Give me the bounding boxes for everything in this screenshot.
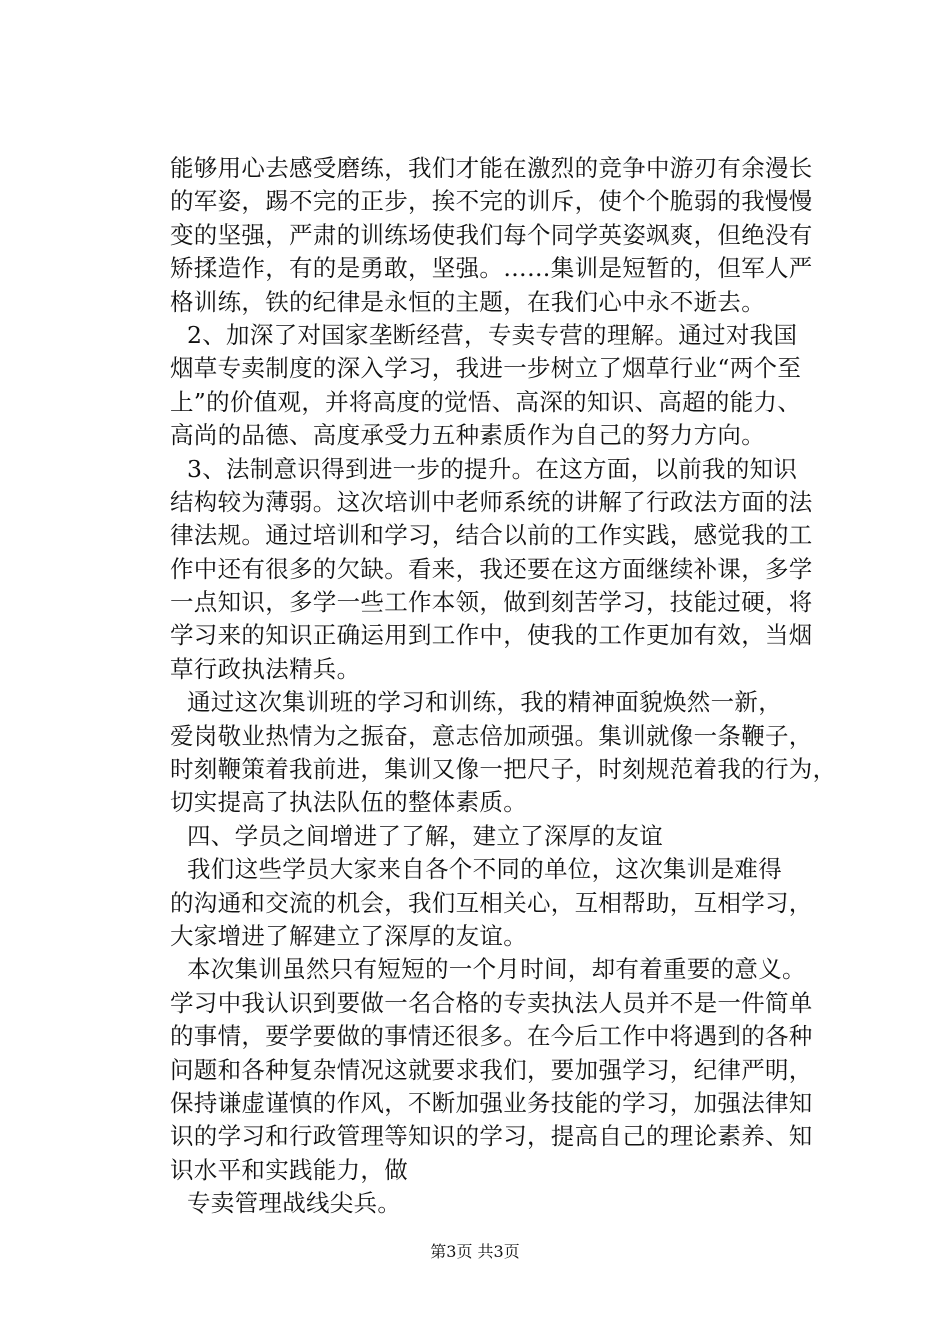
text-line: 上”的价值观，并将高度的觉悟、高深的知识、高超的能力、 (170, 387, 802, 416)
text-line: 能够用心去感受磨练，我们才能在激烈的竞争中游刃有余漫长 (170, 154, 813, 182)
text-line: 的沟通和交流的机会，我们互相关心，互相帮助，互相学习， (170, 888, 813, 917)
text-line: 大家增进了解建立了深厚的友谊。 (170, 921, 527, 950)
text-line: 的事情，要学要做的事情还很多。在今后工作中将遇到的各种 (170, 1022, 813, 1051)
text-line: 学习中我认识到要做一名合格的专卖执法人员并不是一件简单 (170, 988, 813, 1017)
text-line: 保持谦虚谨慎的作风，不断加强业务技能的学习，加强法律知 (170, 1088, 813, 1117)
text-line: 四、学员之间增进了了解，建立了深厚的友谊 (187, 821, 663, 850)
text-line: 矫揉造作，有的是勇敢，坚强。……集训是短暂的，但军人严 (170, 254, 813, 283)
text-line: 专卖管理战线尖兵。 (187, 1189, 402, 1218)
page-number-label: 第3页 共3页 (430, 1242, 520, 1261)
text-line: 格训练，铁的纪律是永恒的主题，在我们心中永不逝去。 (170, 287, 765, 316)
text-line: 我们这些学员大家来自各个不同的单位，这次集训是难得 (187, 855, 782, 884)
page-footer (0, 1242, 950, 1262)
text-line: 烟草专卖制度的深入学习，我进一步树立了烟草行业“两个至 (170, 354, 802, 383)
document-body (170, 152, 840, 1221)
text-line: 识水平和实践能力，做 (170, 1155, 408, 1184)
text-line: 律法规。通过培训和学习，结合以前的工作实践，感觉我的工 (170, 521, 813, 550)
text-line: 3、法制意识得到进一步的提升。在这方面，以前我的知识 (187, 454, 798, 483)
text-line: 时刻鞭策着我前进，集训又像一把尺子，时刻规范着我的行为， (170, 755, 837, 784)
text-line: 切实提高了执法队伍的整体素质。 (170, 788, 527, 817)
text-line: 结构较为薄弱。这次培训中老师系统的讲解了行政法方面的法 (170, 487, 813, 516)
text-line: 通过这次集训班的学习和训练，我的精神面貌焕然一新， (187, 688, 782, 717)
text-line: 的军姿，踢不完的正步，挨不完的训斥，使个个脆弱的我慢慢 (170, 187, 813, 216)
text-line: 爱岗敬业热情为之振奋，意志倍加顽强。集训就像一条鞭子， (170, 721, 813, 750)
text-line: 本次集训虽然只有短短的一个月时间，却有着重要的意义。 (187, 955, 806, 984)
text-line: 草行政执法精兵。 (170, 654, 361, 683)
text-line: 高尚的品德、高度承受力五种素质作为自己的努力方向。 (170, 421, 765, 450)
text-line: 一点知识，多学一些工作本领，做到刻苦学习，技能过硬，将 (170, 588, 813, 617)
text-line: 识的学习和行政管理等知识的学习，提高自己的理论素养、知 (170, 1122, 813, 1151)
text-line: 学习来的知识正确运用到工作中，使我的工作更加有效，当烟 (170, 621, 813, 650)
text-line: 作中还有很多的欠缺。看来，我还要在这方面继续补课，多学 (170, 554, 813, 583)
text-line: 问题和各种复杂情况这就要求我们，要加强学习，纪律严明， (170, 1055, 813, 1084)
text-line: 变的坚强，严肃的训练场使我们每个同学英姿飒爽，但绝没有 (170, 220, 813, 249)
text-line: 2、加深了对国家垄断经营，专卖专营的理解。通过对我国 (187, 320, 798, 349)
